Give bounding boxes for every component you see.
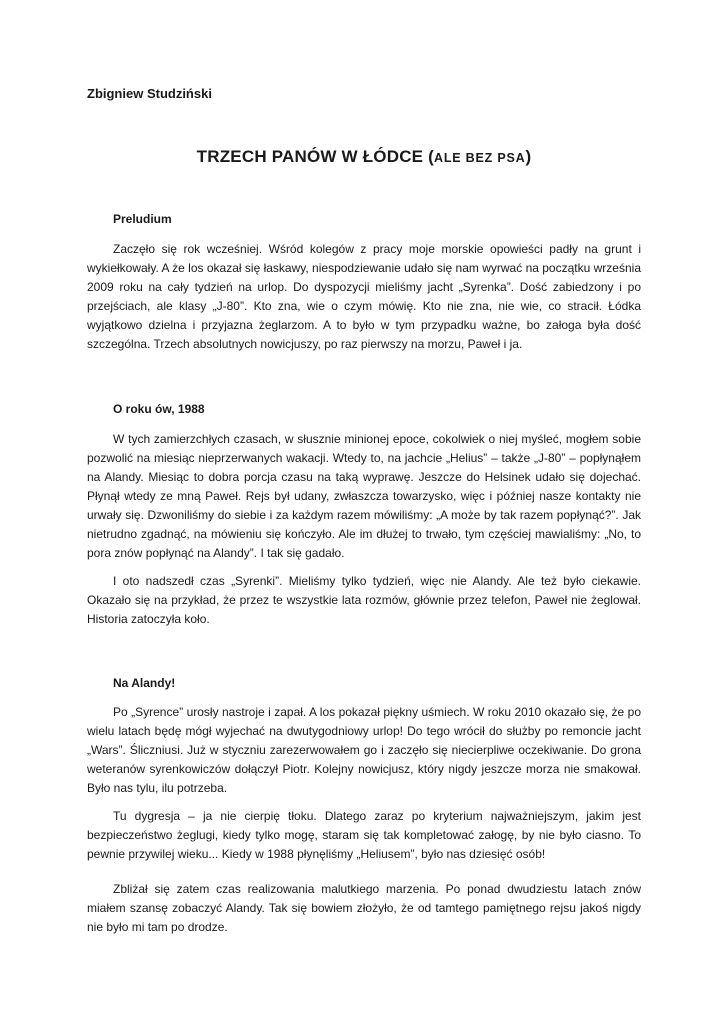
paragraph: W tych zamierzchłych czasach, w słusznie minionej epoce, cokolwiek o niej myśleć, mogłem sobie pozwolić na miesiąc nieprzerwanych wakacji. Wtedy to, na jachcie „Helius” – także „J-80” – popłynąłem na Alandy. Miesiąc to dobra porcja czasu na taką wyprawę. Jeszcze do Helsinek udało się dojechać. Płynął wtedy ze mną Paweł. Rejs był udany, zwłaszcza towarzysko, więc i później nasze kontakty nie urwały się. Dzwoniliśmy do siebie i za każdym razem mówiliśmy: „A może by tak razem popłynąć?”. Jak nietrudno zgadnąć, na mówieniu się kończyło. Ale im dłużej to trwało, tym częściej mawialiśmy: „No, to pora znów popłynąć na Alandy”. I tak się gadało. (87, 432, 641, 560)
section-heading-na-alandy: Na Alandy! (113, 676, 176, 690)
paragraph: Zaczęło się rok wcześniej. Wśród kolegów z pracy moje morskie opowieści padły na grunt i wykiełkowały. A że los okazał się łaskawy, niespodziewanie udało się nam wyrwać na początku września 2009 roku na cały tydzień na urlop. Do dyspozycji mieliśmy jacht „Syrenka”. Dość zabiedzony i po przejściach, ale klasy „J-80”. Kto zna, wie o czym mówię. Kto nie zna, nie wie, co stracił. Łódka wyjątkowo dzielna i przyjazna żeglarzom. A to było w tym przypadku ważne, bo załoga była dość szczególna. Trzech absolutnych nowicjuszy, po raz pierwszy na morzu, Paweł i ja. (87, 242, 641, 351)
paragraph: Zbliżał się zatem czas realizowania malutkiego marzenia. Po ponad dwudziestu latach znów miałem szansę zobaczyć Alandy. Tak się bowiem złożyło, że od tamtego pamiętnego rejsu jakoś nigdy nie było mi tam po drodze. (87, 882, 641, 934)
paragraph: Po „Syrence” urosły nastroje i zapał. A los pokazał piękny uśmiech. W roku 2010 okazało się, że po wielu latach będę mógł wyjechać na dwutygodniowy urlop! Do tego wrócił do służby po remoncie jacht „Wars”. Śliczniusi. Już w styczniu zarezerwowałem go i zaczęło się niecierpliwe oczekiwanie. Do grona weteranów syrenkowiczów dołączył Piotr. Kolejny nowicjusz, który nigdy jeszcze morza nie smakował. Było nas tylu, ilu potrzeba. (87, 705, 641, 795)
paragraph: I oto nadszedł czas „Syrenki”. Mieliśmy tylko tydzień, więc nie Alandy. Ale też było ciekawie. Okazało się na przykład, że przez te wszystkie lata rozmów, głównie przez telefon, Paweł nie żeglował. Historia zatoczyła koło. (87, 574, 641, 626)
paragraph: Tu dygresja – ja nie cierpię tłoku. Dlatego zaraz po kryterium najważniejszym, jakim jest bezpieczeństwo żeglugi, kiedy tylko mogę, staram się tak kompletować załogę, by nie było ciasno. To pewnie przywilej wieku... Kiedy w 1988 płynęliśmy „Heliusem”, było nas dziesięć osób! (87, 809, 641, 861)
section-heading-1988: O roku ów, 1988 (113, 402, 205, 416)
title-close: ) (525, 147, 532, 166)
document-title (87, 147, 641, 167)
title-small-caps: ALE BEZ PSA (434, 151, 526, 165)
author-name: Zbigniew Studziński (87, 86, 212, 101)
section-heading-preludium: Preludium (113, 212, 172, 226)
title-main: TRZECH PANÓW W ŁÓDCE ( (196, 147, 434, 166)
